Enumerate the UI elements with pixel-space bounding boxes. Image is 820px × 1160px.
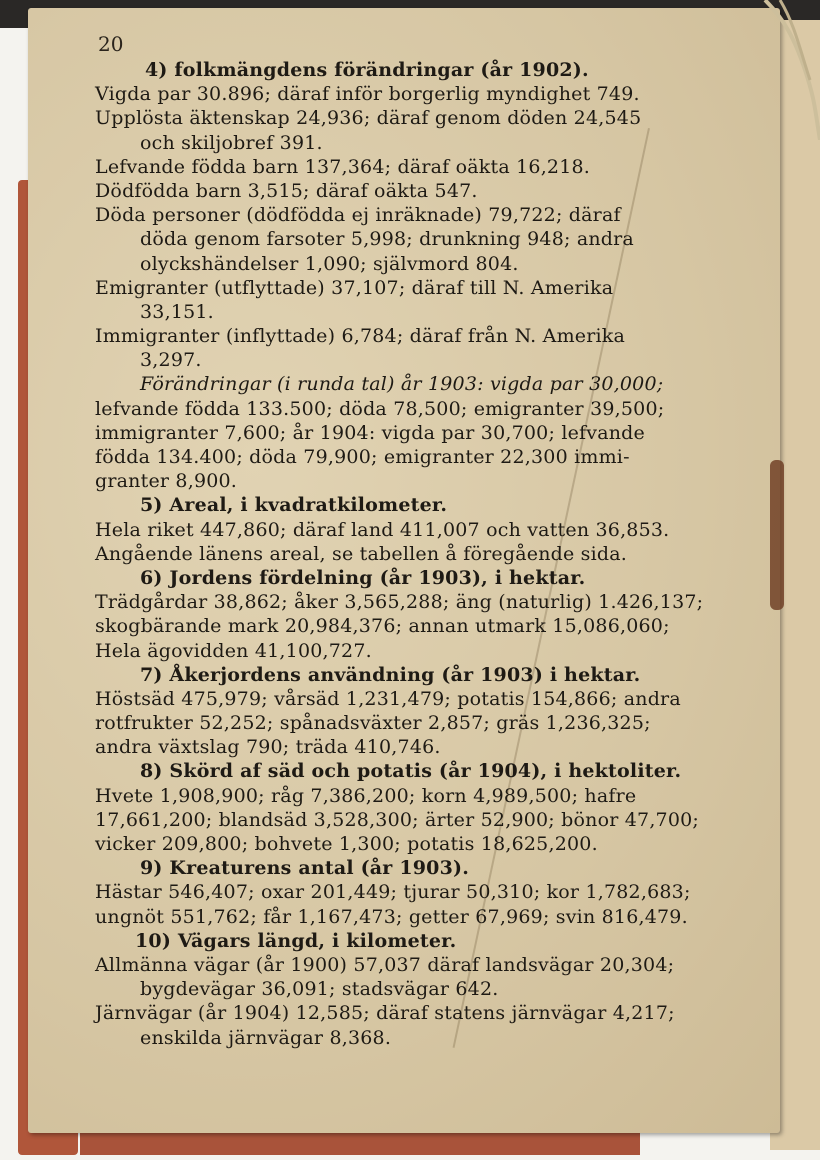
text-line: Upplösta äktenskap 24,936; däraf genom döden 24,545 bbox=[95, 107, 642, 130]
text-line: 4) folkmängdens förändringar (år 1902). bbox=[145, 59, 589, 81]
text-line: 10) Vägars längd, i kilometer. bbox=[135, 929, 457, 952]
page-text bbox=[95, 58, 735, 1050]
page-number: 20 bbox=[98, 32, 124, 56]
text-line: Hvete 1,908,900; råg 7,386,200; korn 4,989,500; hafre bbox=[95, 784, 637, 807]
text-line: och skiljobref 391. bbox=[140, 131, 323, 154]
text-line: 8) Skörd af säd och potatis (år 1904), i hektoliter. bbox=[140, 760, 682, 783]
text-line: Angående länens areal, se tabellen å föregående sida. bbox=[95, 542, 628, 565]
text-line: bygdevägar 36,091; stadsvägar 642. bbox=[140, 978, 499, 1001]
text-line: skogbärande mark 20,984,376; annan utmark 15,086,060; bbox=[95, 615, 670, 638]
text-line: Hästar 546,407; oxar 201,449; tjurar 50,310; kor 1,782,683; bbox=[95, 881, 691, 904]
text-line: immigranter 7,600; år 1904: vigda par 30,700; lefvande bbox=[95, 421, 645, 444]
text-line: Immigranter (inflyttade) 6,784; däraf från N. Amerika bbox=[95, 325, 626, 348]
text-line: olyckshändelser 1,090; självmord 804. bbox=[140, 252, 519, 275]
text-line: 6) Jordens fördelning (år 1903), i hektar. bbox=[140, 566, 586, 589]
page-stain bbox=[770, 460, 784, 610]
text-line: granter 8,900. bbox=[95, 470, 238, 493]
text-line: 5) Areal, i kvadratkilometer. bbox=[140, 494, 448, 517]
text-line: 33,151. bbox=[140, 300, 214, 323]
text-line: Emigranter (utflyttade) 37,107; däraf till N. Amerika bbox=[95, 276, 614, 299]
text-line: rotfrukter 52,252; spånadsväxter 2,857; gräs 1,236,325; bbox=[95, 712, 651, 735]
text-line: enskilda järnvägar 8,368. bbox=[140, 1026, 392, 1049]
text-line: Trädgårdar 38,862; åker 3,565,288; äng (naturlig) 1.426,137; bbox=[95, 591, 704, 614]
text-line: lefvande födda 133.500; döda 78,500; emigranter 39,500; bbox=[95, 397, 665, 420]
text-line: Lefvande födda barn 137,364; däraf oäkta 16,218. bbox=[95, 155, 591, 178]
text-line: döda genom farsoter 5,998; drunkning 948; andra bbox=[140, 228, 634, 251]
text-line: födda 134.400; döda 79,900; emigranter 22,300 immi- bbox=[95, 446, 630, 468]
text-line: Hela ägovidden 41,100,727. bbox=[95, 639, 372, 662]
binding-string-icon bbox=[760, 0, 820, 140]
text-line: 3,297. bbox=[140, 349, 202, 372]
text-line: 7) Åkerjordens användning (år 1903) i hektar. bbox=[140, 663, 641, 686]
text-line: Höstsäd 475,979; vårsäd 1,231,479; potatis 154,866; andra bbox=[95, 687, 681, 710]
text-line: ungnöt 551,762; får 1,167,473; getter 67,969; svin 816,479. bbox=[95, 905, 688, 928]
text-line: 9) Kreaturens antal (år 1903). bbox=[140, 857, 470, 880]
text-line: andra växtslag 790; träda 410,746. bbox=[95, 736, 441, 759]
text-line: Döda personer (dödfödda ej inräknade) 79,722; däraf bbox=[95, 204, 621, 227]
text-line: 17,661,200; blandsäd 3,528,300; ärter 52,900; bönor 47,700; bbox=[95, 808, 700, 831]
text-line: Hela riket 447,860; däraf land 411,007 och vatten 36,853. bbox=[95, 518, 670, 541]
text-line: Förändringar (i runda tal) år 1903: vigda par 30,000; bbox=[140, 373, 664, 396]
text-line: Dödfödda barn 3,515; däraf oäkta 547. bbox=[95, 179, 478, 202]
text-line: Allmänna vägar (år 1900) 57,037 däraf landsvägar 20,304; bbox=[95, 953, 675, 976]
text-line: Järnvägar (år 1904) 12,585; däraf statens järnvägar 4,217; bbox=[95, 1002, 675, 1025]
text-line: vicker 209,800; bohvete 1,300; potatis 18,625,200. bbox=[95, 833, 598, 855]
text-line: Vigda par 30.896; däraf inför borgerlig myndighet 749. bbox=[95, 83, 640, 106]
